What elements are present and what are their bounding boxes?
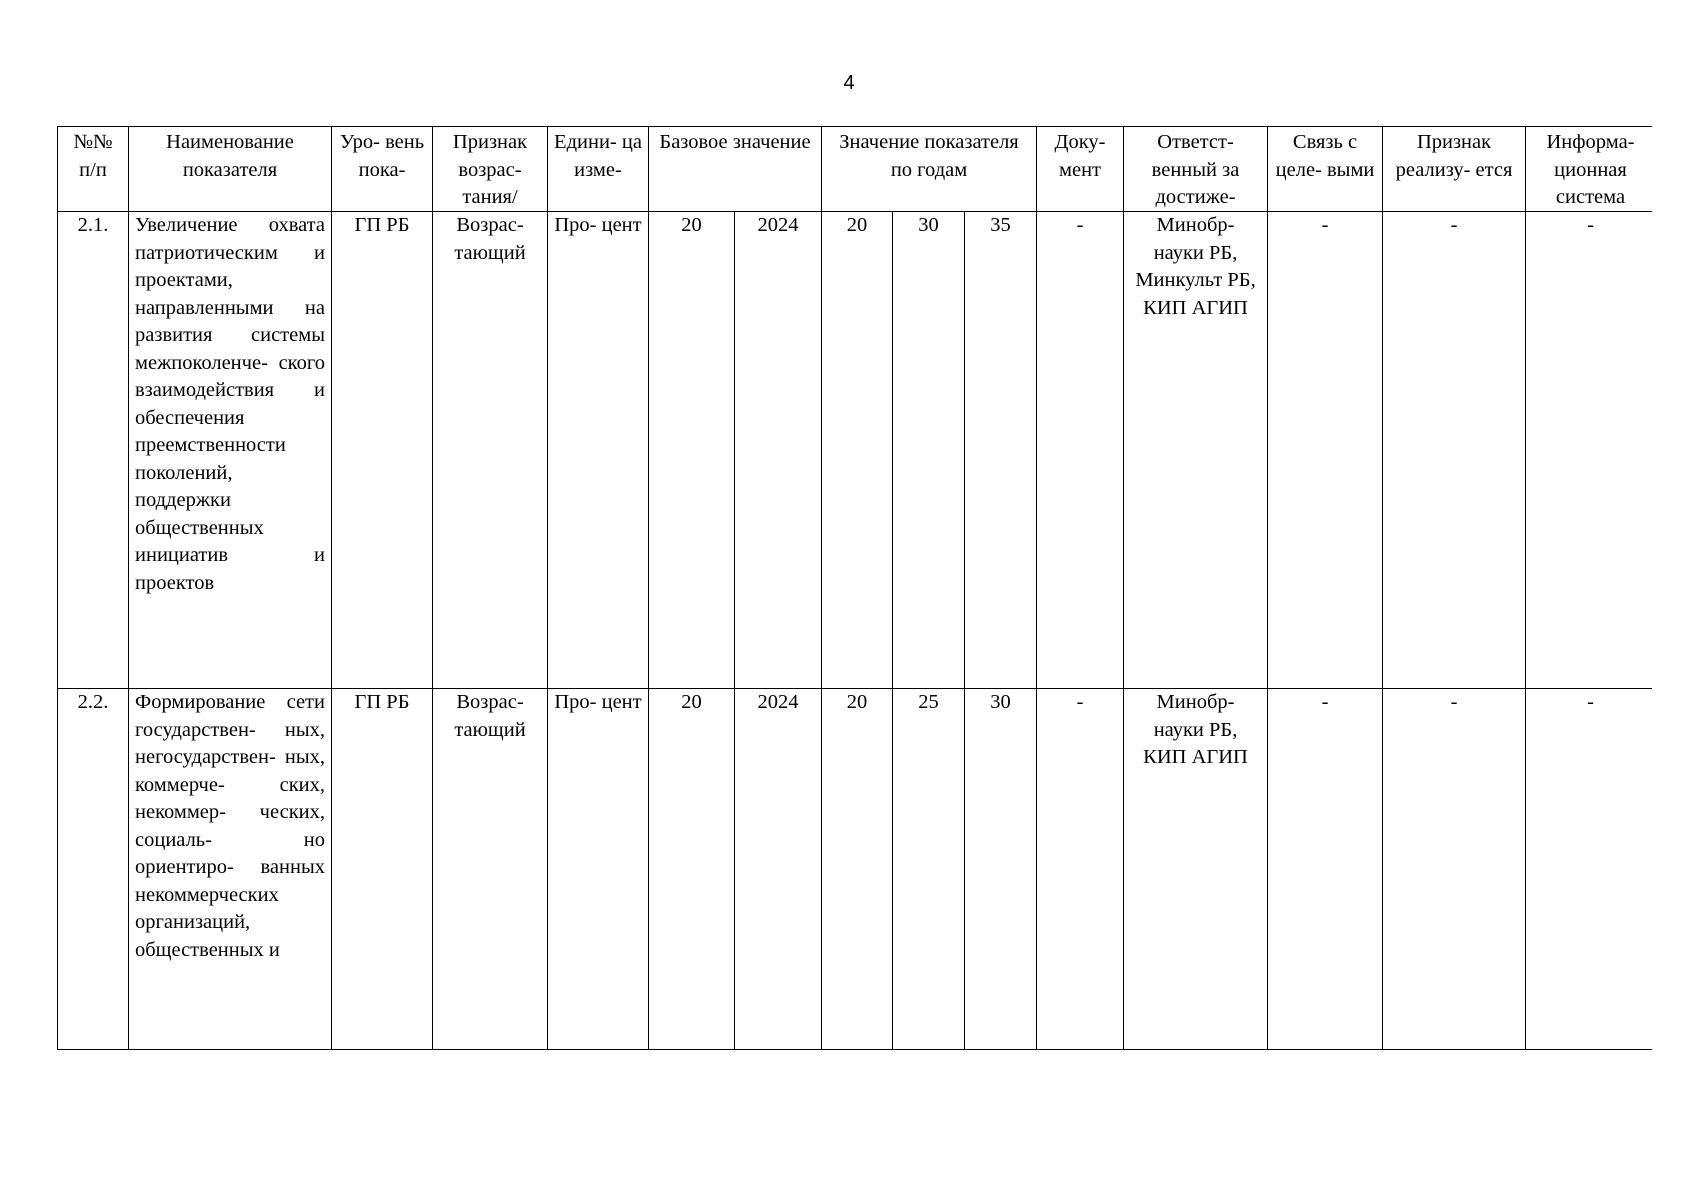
header-link: Связь с целе- выми xyxy=(1268,127,1383,212)
header-name: Наименование показателя xyxy=(129,127,332,212)
row-num: 2.2. xyxy=(58,689,129,1050)
row-year-2: 30 xyxy=(893,212,965,689)
indicators-table xyxy=(57,126,1652,1050)
header-base: Базовое значение xyxy=(649,127,822,212)
header-realized: Признак реализу- ется xyxy=(1383,127,1526,212)
row-doc: - xyxy=(1037,689,1124,1050)
row-unit: Про- цент xyxy=(548,212,649,689)
header-unit: Едини- ца изме- xyxy=(548,127,649,212)
row-base-year: 2024 xyxy=(735,212,822,689)
table-row xyxy=(58,689,1653,1050)
header-doc: Доку- мент xyxy=(1037,127,1124,212)
row-responsible: Минобр- науки РБ, КИП АГИП xyxy=(1124,689,1268,1050)
row-base-year: 2024 xyxy=(735,689,822,1050)
header-infosys: Информа- ционная система xyxy=(1526,127,1652,212)
header-trend: Признак возрас- тания/ xyxy=(433,127,548,212)
row-year-3: 35 xyxy=(965,212,1037,689)
table-header-row xyxy=(58,127,1653,212)
row-base-value: 20 xyxy=(649,212,735,689)
row-num: 2.1. xyxy=(58,212,129,689)
header-level: Уро- вень пока- xyxy=(332,127,433,212)
row-base-value: 20 xyxy=(649,689,735,1050)
row-link: - xyxy=(1268,212,1383,689)
row-realized: - xyxy=(1383,212,1526,689)
row-year-3: 30 xyxy=(965,689,1037,1050)
row-link: - xyxy=(1268,689,1383,1050)
row-realized: - xyxy=(1383,689,1526,1050)
row-name: Увеличение охвата патриотическим и проектами, направленными на развития системы межпоколенче- ского взаимодействия и обеспечения преемственности поколений, поддержки общественных инициатив и проектов xyxy=(129,212,332,689)
row-year-1: 20 xyxy=(822,212,893,689)
row-unit: Про- цент xyxy=(548,689,649,1050)
row-name: Формирование сети государствен- ных, негосударствен- ных, коммерче- ских, некоммер- ческих, социаль- но ориентиро- ванных некоммерческих организаций, общественных и xyxy=(129,689,332,1050)
row-year-2: 25 xyxy=(893,689,965,1050)
row-level: ГП РБ xyxy=(332,689,433,1050)
row-trend: Возрас- тающий xyxy=(433,212,548,689)
row-infosys: - xyxy=(1526,689,1652,1050)
row-responsible: Минобр- науки РБ, Минкульт РБ, КИП АГИП xyxy=(1124,212,1268,689)
page-number: 4 xyxy=(843,72,855,94)
header-years: Значение показателя по годам xyxy=(822,127,1037,212)
row-doc: - xyxy=(1037,212,1124,689)
table-row xyxy=(58,212,1653,689)
row-level: ГП РБ xyxy=(332,212,433,689)
row-year-1: 20 xyxy=(822,689,893,1050)
row-trend: Возрас- тающий xyxy=(433,689,548,1050)
row-infosys: - xyxy=(1526,212,1652,689)
indicators-table-frame xyxy=(57,126,1652,1054)
header-resp: Ответст- венный за достиже- xyxy=(1124,127,1268,212)
header-num: №№ п/п xyxy=(58,127,129,212)
